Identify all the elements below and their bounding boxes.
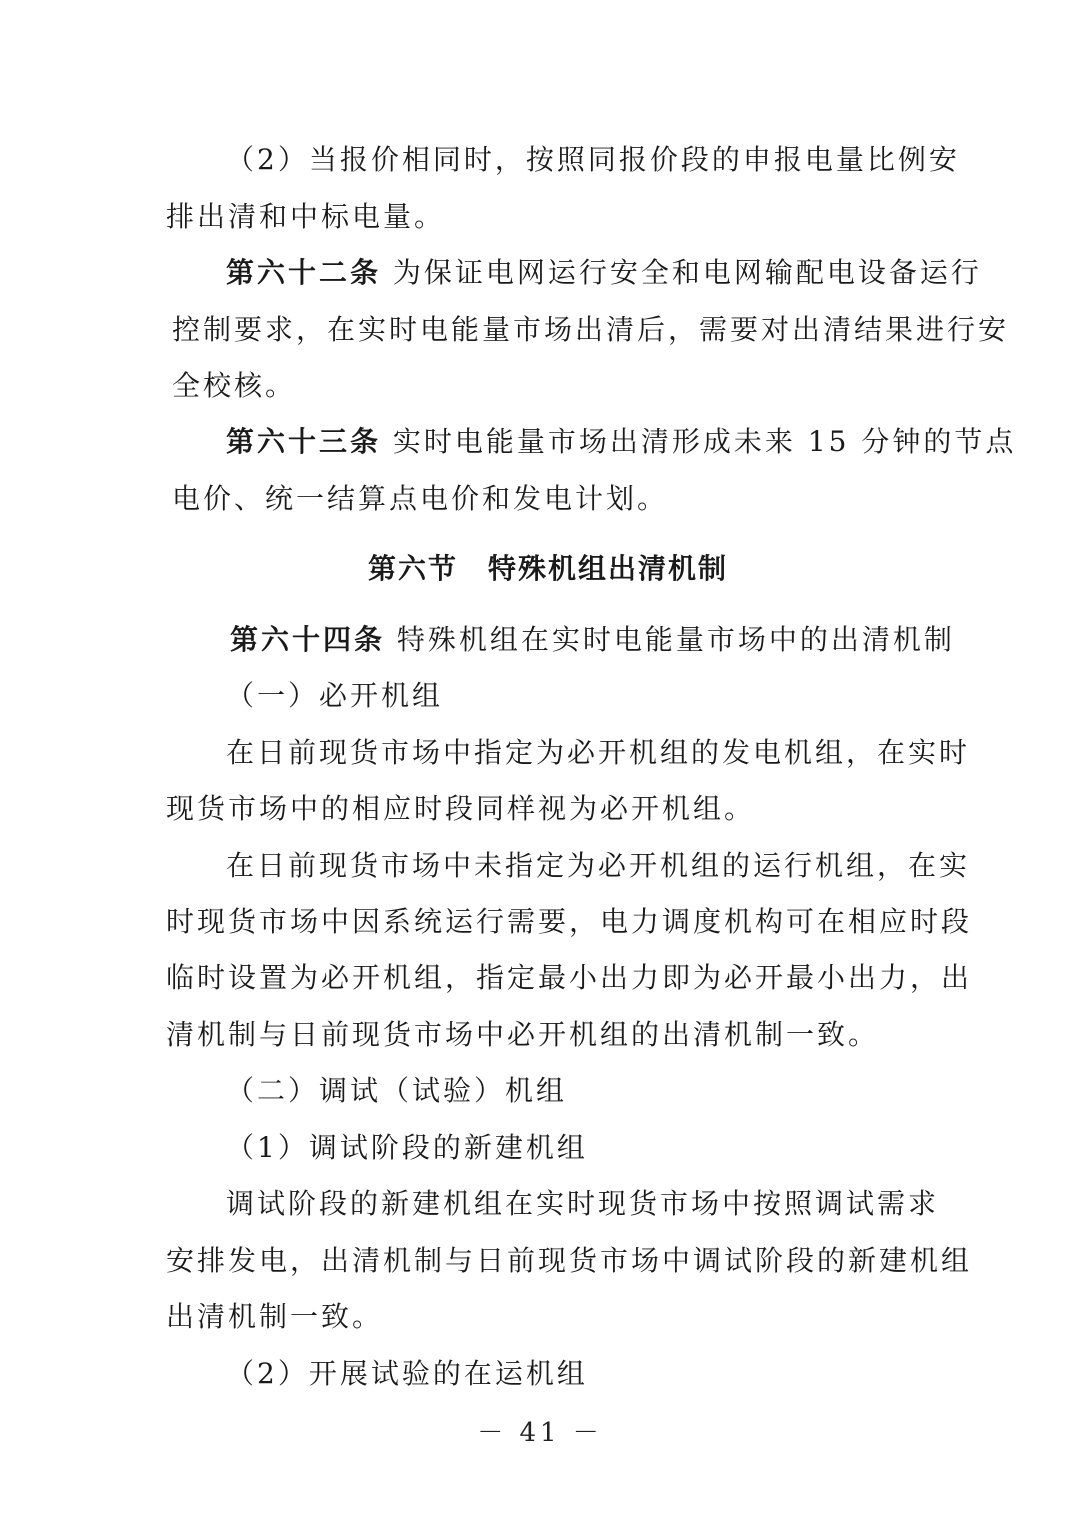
item-heading: （2）开展试验的在运机组 — [226, 1357, 588, 1390]
paragraph-line: 全校核。 — [172, 369, 297, 402]
article-heading: 第六十三条 — [226, 425, 382, 458]
paragraph-line: 清机制与日前现货市场中必开机组的出清机制一致。 — [166, 1018, 880, 1051]
paragraph-line: 排出清和中标电量。 — [166, 200, 446, 233]
article-heading: 第六十二条 — [226, 256, 382, 289]
article-text: 特殊机组在实时电能量市场中的出清机制 — [396, 623, 955, 656]
paragraph-line: 调试阶段的新建机组在实时现货市场中按照调试需求 — [226, 1187, 940, 1220]
article-62-first-line — [226, 253, 982, 293]
article-64-first-line — [230, 620, 955, 660]
paragraph-line: 安排发电，出清机制与日前现货市场中调试阶段的新建机组 — [166, 1244, 973, 1277]
paragraph-line: 控制要求，在实时电能量市场出清后，需要对出清结果进行安 — [172, 313, 1010, 346]
page-number: － 41 － — [477, 1418, 603, 1448]
paragraph-line: 在日前现货市场中指定为必开机组的发电机组，在实时 — [226, 736, 971, 769]
paragraph-line: 临时设置为必开机组，指定最小出力即为必开最小出力，出 — [166, 961, 973, 994]
paragraph-line: 出清机制一致。 — [166, 1300, 384, 1333]
paragraph-line: 现货市场中的相应时段同样视为必开机组。 — [166, 792, 756, 825]
paragraph-line: 时现货市场中因系统运行需要，电力调度机构可在相应时段 — [166, 905, 973, 938]
section-title: 第六节 特殊机组出清机制 — [368, 552, 729, 585]
article-63-first-line — [226, 422, 1017, 462]
article-text: 为保证电网运行安全和电网输配电设备运行 — [392, 256, 982, 289]
subsection-heading: （二）调试（试验）机组 — [226, 1074, 568, 1107]
article-text: 实时电能量市场出清形成未来 15 分钟的节点 — [392, 425, 1017, 458]
paragraph-line: 在日前现货市场中未指定为必开机组的运行机组，在实 — [226, 849, 971, 882]
article-heading: 第六十四条 — [230, 623, 386, 656]
paragraph-line: 电价、统一结算点电价和发电计划。 — [172, 482, 669, 515]
paragraph-line: （2）当报价相同时，按照同报价段的申报电量比例安 — [226, 143, 960, 176]
item-heading: （1）调试阶段的新建机组 — [226, 1131, 588, 1164]
subsection-heading: （一）必开机组 — [226, 679, 444, 712]
